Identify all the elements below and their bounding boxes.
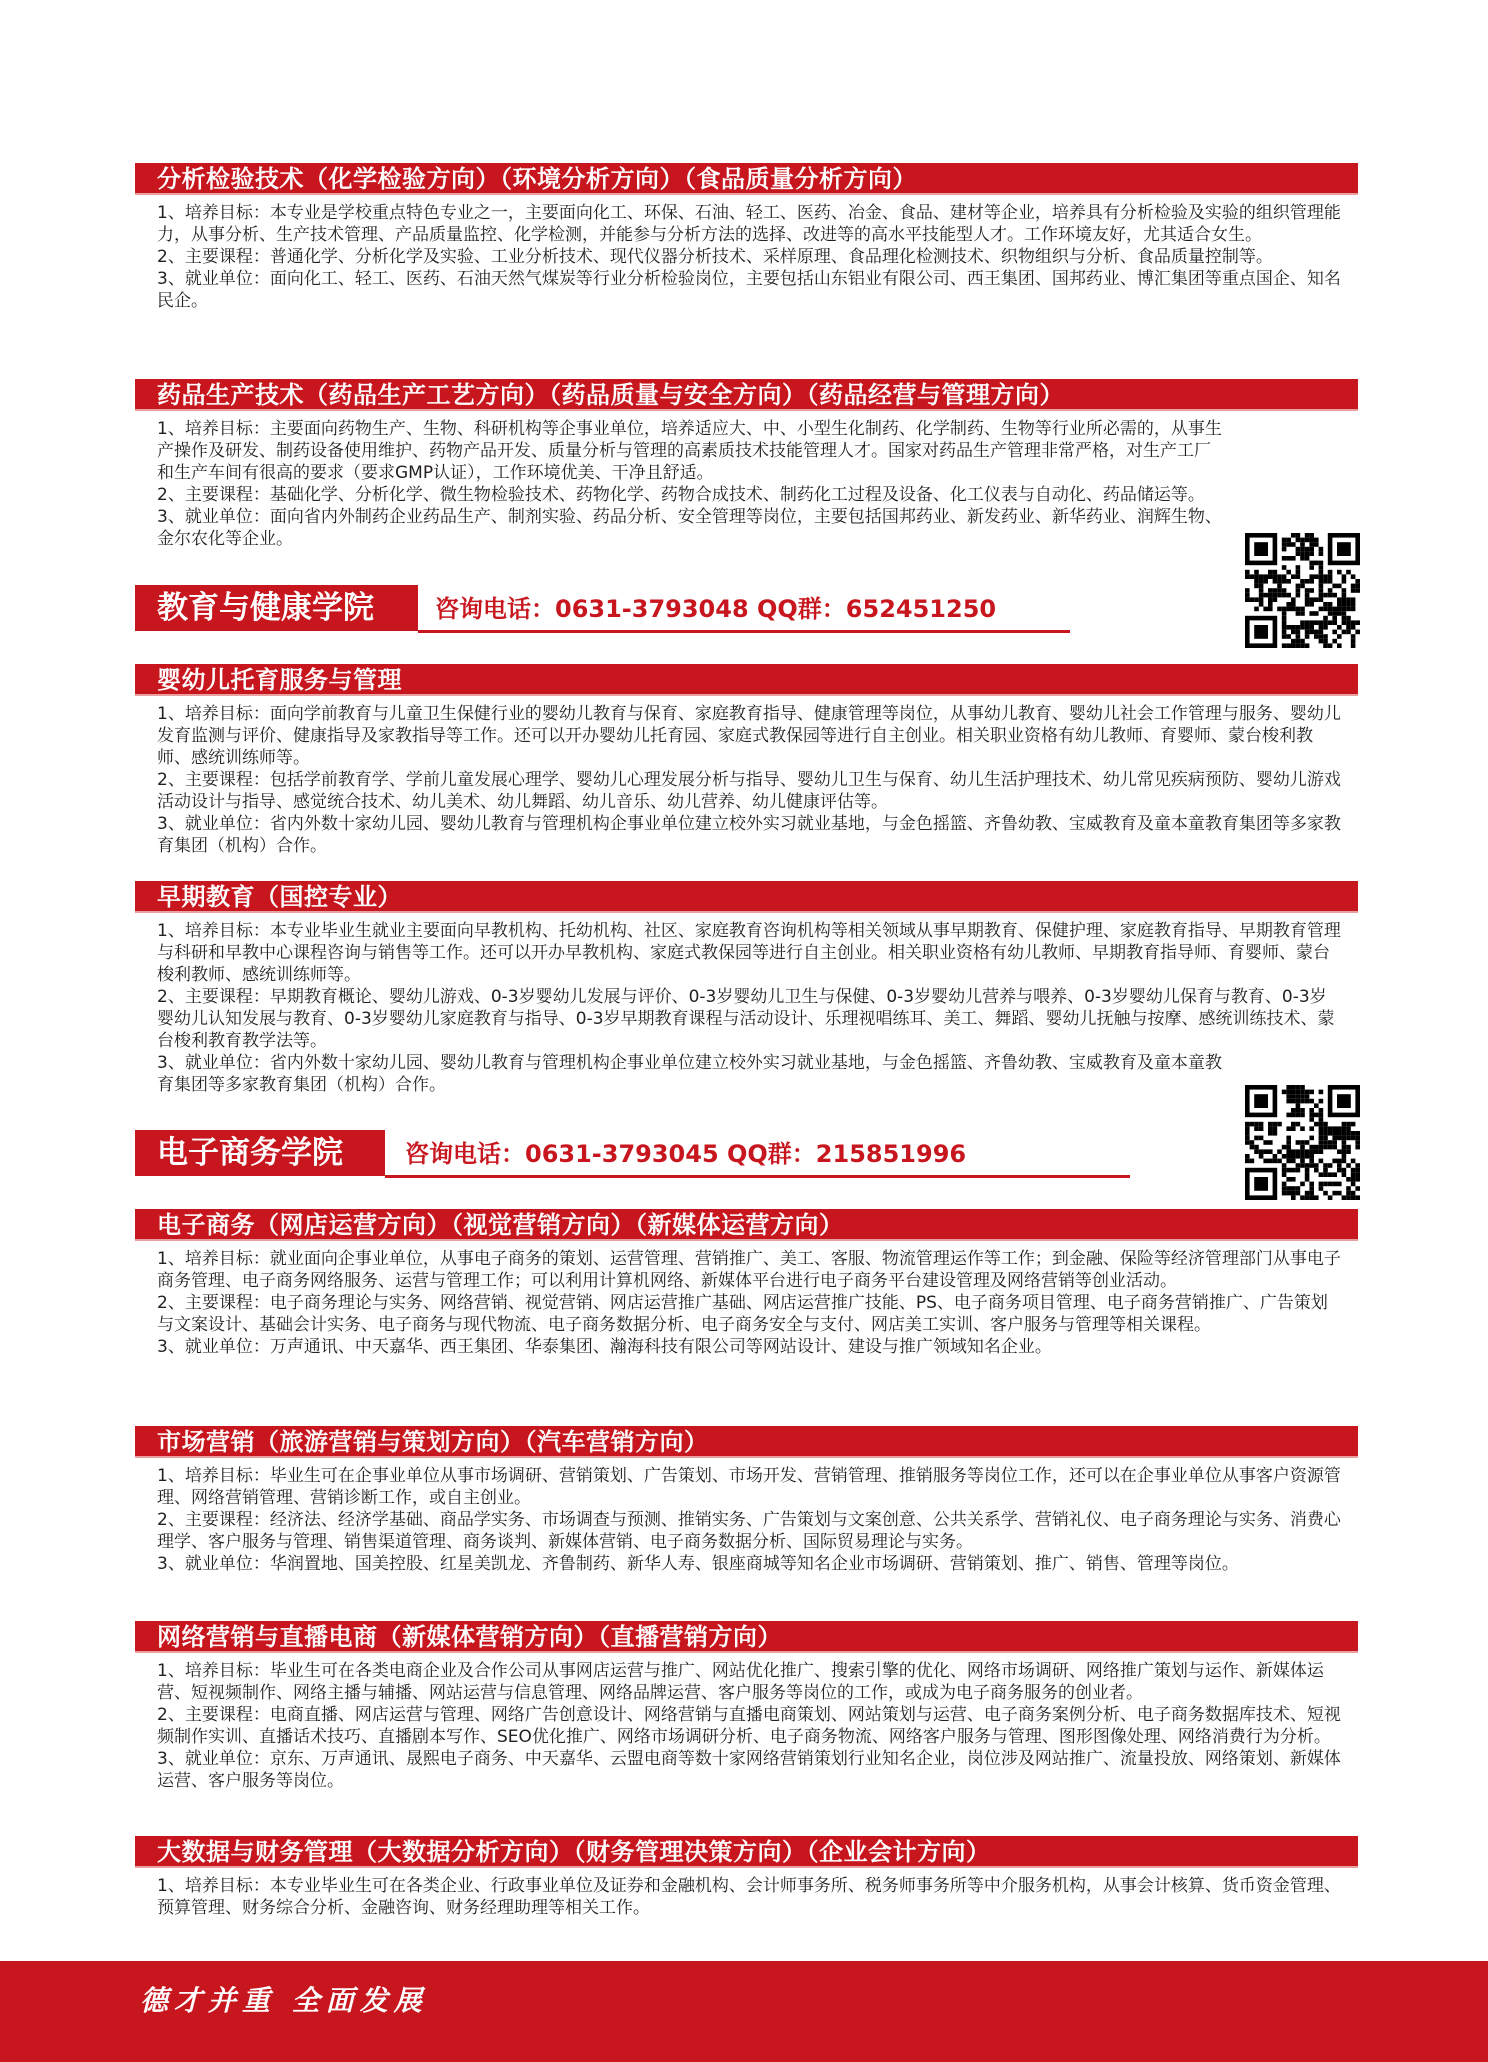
- main-courses: 2、主要课程：电子商务理论与实务、网络营销、视觉营销、网店运营推广基础、网店运营推广技能、PS、电子商务项目管理、电子商务营销推广、广告策划与文案设计、基础会计实务、电子商务与现代物流、电子商务数据分析、电子商务安全与支付、网店美工实训、客户服务与管理等相关课程。: [157, 1293, 1328, 1335]
- major-description: [157, 1248, 1343, 1358]
- major-description: [157, 1875, 1343, 1919]
- college-header-education: [135, 585, 1070, 635]
- divider: [385, 1175, 1130, 1178]
- employment-units: 3、就业单位：华润置地、国美控股、红星美凯龙、齐鲁制药、新华人寿、银座商城等知名企业市场调研、营销策划、推广、销售、管理等岗位。: [157, 1554, 1239, 1574]
- major-description: [157, 202, 1343, 312]
- employment-units: 3、就业单位：面向化工、轻工、医药、石油天然气煤炭等行业分析检验岗位，主要包括山东铝业有限公司、西王集团、国邦药业、博汇集团等重点国企、知名民企。: [157, 269, 1341, 311]
- major-title: 电子商务（网店运营方向）（视觉营销方向）（新媒体运营方向）: [157, 1211, 844, 1239]
- qr-code-icon: [1245, 1085, 1360, 1200]
- major-title: 网络营销与直播电商（新媒体营销方向）（直播营销方向）: [157, 1623, 782, 1651]
- major-title: 早期教育（国控专业）: [157, 883, 402, 911]
- college-header-ecommerce: [135, 1130, 1070, 1180]
- training-goal: 1、培养目标：本专业毕业生可在各类企业、行政事业单位及证券和金融机构、会计师事务所、税务师事务所等中介服务机构，从事会计核算、货币资金管理、预算管理、财务综合分析、金融咨询、财务经理助理等相关工作。: [157, 1876, 1341, 1918]
- college-name: 电子商务学院: [135, 1130, 385, 1176]
- major-title-bar: [135, 1836, 1358, 1868]
- major-title: 婴幼儿托育服务与管理: [157, 666, 402, 694]
- footer-banner: [0, 1961, 1488, 2062]
- major-title-bar: [135, 881, 1358, 913]
- main-courses: 2、主要课程：电商直播、网店运营与管理、网络广告创意设计、网络营销与直播电商策划、网站策划与运营、电子商务案例分析、电子商务数据库技术、短视频制作实训、直播话术技巧、直播剧本写作、SEO优化推广、网络市场调研分析、电子商务物流、网络客户服务与管理、图形图像处理、网络消费行为分析。: [157, 1705, 1341, 1747]
- major-title-bar: [135, 1209, 1358, 1241]
- major-description: [157, 418, 1227, 550]
- major-description: [157, 703, 1343, 857]
- training-goal: 1、培养目标：主要面向药物生产、生物、科研机构等企事业单位，培养适应大、中、小型生化制药、化学制药、生物等行业所必需的，从事生产操作及研发、制药设备使用维护、药物产品开发、质量分析与管理的高素质技术技能管理人才。国家对药品生产管理非常严格，对生产工厂和生产车间有很高的要求（要求GMP认证），工作环境优美、干净且舒适。: [157, 419, 1222, 483]
- employment-units: 3、就业单位：京东、万声通讯、晟熙电子商务、中天嘉华、云盟电商等数十家网络营销策划行业知名企业，岗位涉及网站推广、流量投放、网络策划、新媒体运营、客户服务等岗位。: [157, 1749, 1341, 1791]
- training-goal: 1、培养目标：本专业是学校重点特色专业之一，主要面向化工、环保、石油、轻工、医药、冶金、食品、建材等企业，培养具有分析检验及实验的组织管理能力，从事分析、生产技术管理、产品质量监控、化学检测，并能参与分析方法的选择、改进等的高水平技能型人才。工作环境友好，尤其适合女生。: [157, 203, 1341, 245]
- major-title: 市场营销（旅游营销与策划方向）（汽车营销方向）: [157, 1428, 709, 1456]
- training-goal: 1、培养目标：毕业生可在企事业单位从事市场调研、营销策划、广告策划、市场开发、营销管理、推销服务等岗位工作，还可以在企事业单位从事客户资源管理、网络营销管理、营销诊断工作，或自主创业。: [157, 1466, 1341, 1508]
- employment-units: 3、就业单位：面向省内外制药企业药品生产、制剂实验、药品分析、安全管理等岗位，主要包括国邦药业、新发药业、新华药业、润辉生物、金尔农化等企业。: [157, 507, 1222, 549]
- qr-code-ecommerce: [1245, 1085, 1360, 1200]
- major-title: 大数据与财务管理（大数据分析方向）（财务管理决策方向）（企业会计方向）: [157, 1838, 991, 1866]
- major-title-bar: [135, 1621, 1358, 1653]
- employment-units: 3、就业单位：省内外数十家幼儿园、婴幼儿教育与管理机构企事业单位建立校外实习就业基地，与金色摇篮、齐鲁幼教、宝威教育及童本童教育集团等多家教育集团（机构）合作。: [157, 1053, 1222, 1095]
- main-courses: 2、主要课程：普通化学、分析化学及实验、工业分析技术、现代仪器分析技术、采样原理、食品理化检测技术、织物组织与分析、食品质量控制等。: [157, 247, 1273, 267]
- training-goal: 1、培养目标：毕业生可在各类电商企业及合作公司从事网店运营与推广、网站优化推广、搜索引擎的优化、网络市场调研、网络推广策划与运作、新媒体运营、短视频制作、网络主播与辅播、网站运营与信息管理、网络品牌运营、客户服务等岗位的工作，或成为电子商务服务的创业者。: [157, 1661, 1324, 1703]
- college-name: 教育与健康学院: [135, 585, 418, 631]
- slogan: 德才并重 全面发展: [140, 1984, 428, 2017]
- training-goal: 1、培养目标：就业面向企事业单位，从事电子商务的策划、运营管理、营销推广、美工、客服、物流管理运作等工作；到金融、保险等经济管理部门从事电子商务管理、电子商务网络服务、运营与管理工作；可以利用计算机网络、新媒体平台进行电子商务平台建设管理及网络营销等创业活动。: [157, 1249, 1341, 1291]
- main-courses: 2、主要课程：早期教育概论、婴幼儿游戏、0-3岁婴幼儿发展与评价、0-3岁婴幼儿卫生与保健、0-3岁婴幼儿营养与喂养、0-3岁婴幼儿保育与教育、0-3岁婴幼儿认知发展与教育、0-3岁婴幼儿家庭教育与指导、0-3岁早期教育课程与活动设计、乐理视唱练耳、美工、舞蹈、婴幼儿抚触与按摩、感统训练技术、蒙台梭利教育教学法等。: [157, 987, 1335, 1051]
- employment-units: 3、就业单位：省内外数十家幼儿园、婴幼儿教育与管理机构企事业单位建立校外实习就业基地，与金色摇篮、齐鲁幼教、宝威教育及童本童教育集团等多家教育集团（机构）合作。: [157, 814, 1341, 856]
- major-title: 分析检验技术（化学检验方向）（环境分析方向）（食品质量分析方向）: [157, 165, 917, 193]
- major-description: [157, 920, 1343, 1096]
- major-title: 药品生产技术（药品生产工艺方向）（药品质量与安全方向）（药品经营与管理方向）: [157, 381, 1064, 409]
- college-contact: 咨询电话：0631-3793048 QQ群：652451250: [435, 595, 997, 623]
- divider: [418, 630, 1070, 633]
- college-contact: 咨询电话：0631-3793045 QQ群：215851996: [405, 1140, 967, 1168]
- main-courses: 2、主要课程：基础化学、分析化学、微生物检验技术、药物化学、药物合成技术、制药化工过程及设备、化工仪表与自动化、药品储运等。: [157, 485, 1205, 505]
- training-goal: 1、培养目标：面向学前教育与儿童卫生保健行业的婴幼儿教育与保育、家庭教育指导、健康管理等岗位，从事幼儿教育、婴幼儿社会工作管理与服务、婴幼儿发育监测与评价、健康指导及家教指导等工作。还可以开办婴幼儿托育园、家庭式教保园等进行自主创业。相关职业资格有幼儿教师、育婴师、蒙台梭利教师、感统训练师等。: [157, 704, 1341, 768]
- qr-code-icon: [1245, 533, 1360, 648]
- major-description: [157, 1660, 1343, 1792]
- major-title-bar: [135, 163, 1358, 195]
- main-courses: 2、主要课程：经济法、经济学基础、商品学实务、市场调查与预测、推销实务、广告策划与文案创意、公共关系学、营销礼仪、电子商务理论与实务、消费心理学、客户服务与管理、销售渠道管理、商务谈判、新媒体营销、电子商务数据分析、国际贸易理论与实务。: [157, 1510, 1341, 1552]
- main-courses: 2、主要课程：包括学前教育学、学前儿童发展心理学、婴幼儿心理发展分析与指导、婴幼儿卫生与保育、幼儿生活护理技术、幼儿常见疾病预防、婴幼儿游戏活动设计与指导、感觉统合技术、幼儿美术、幼儿舞蹈、幼儿音乐、幼儿营养、幼儿健康评估等。: [157, 770, 1341, 812]
- major-title-bar: [135, 1426, 1358, 1458]
- qr-code-education: [1245, 533, 1360, 648]
- employment-units: 3、就业单位：万声通讯、中天嘉华、西王集团、华泰集团、瀚海科技有限公司等网站设计、建设与推广领域知名企业。: [157, 1337, 1052, 1357]
- major-description: [157, 1465, 1343, 1575]
- major-title-bar: [135, 379, 1358, 411]
- training-goal: 1、培养目标：本专业毕业生就业主要面向早教机构、托幼机构、社区、家庭教育咨询机构等相关领域从事早期教育、保健护理、家庭教育指导、早期教育管理与科研和早教中心课程咨询与销售等工作。还可以开办早教机构、家庭式教保园等进行自主创业。相关职业资格有幼儿教师、早期教育指导师、育婴师、蒙台梭利教师、感统训练师等。: [157, 921, 1341, 985]
- major-title-bar: [135, 664, 1358, 696]
